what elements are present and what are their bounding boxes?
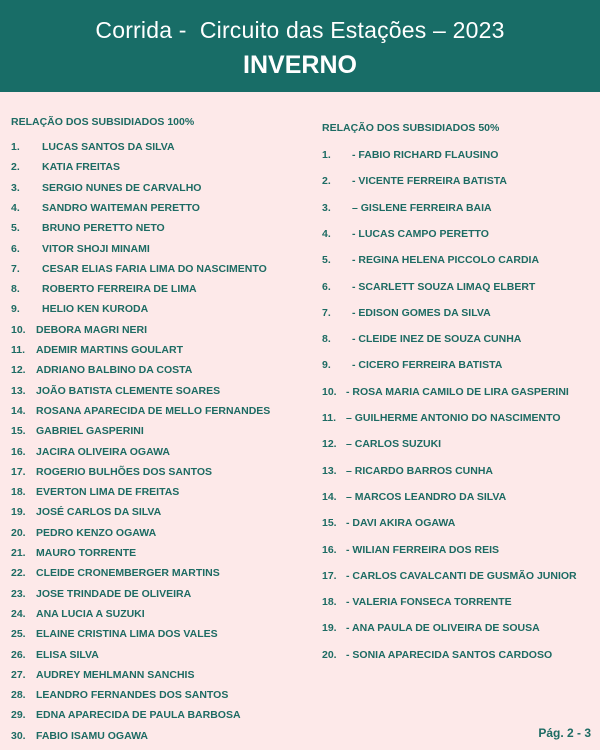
item-number: 14. bbox=[322, 490, 337, 503]
item-name: JACIRA OLIVEIRA OGAWA bbox=[36, 445, 170, 458]
item-number: 20. bbox=[322, 648, 337, 661]
item-name: FABIO ISAMU OGAWA bbox=[36, 729, 149, 742]
item-number: 12. bbox=[322, 438, 337, 451]
item-name: - FABIO RICHARD FLAUSINO bbox=[352, 149, 499, 161]
item-number: 22. bbox=[11, 567, 26, 580]
item-number: 16. bbox=[322, 543, 337, 556]
item-number: 18. bbox=[11, 486, 26, 499]
item-name: JOÃO BATISTA CLEMENTE SOARES bbox=[36, 384, 221, 397]
item-number: 19. bbox=[11, 506, 26, 519]
item-number: 7. bbox=[322, 306, 331, 319]
item-number: 13. bbox=[11, 384, 26, 397]
item-name: – MARCOS LEANDRO DA SILVA bbox=[346, 490, 507, 503]
item-number: 11. bbox=[322, 412, 337, 424]
item-number: 18. bbox=[322, 596, 337, 609]
item-number: 5. bbox=[11, 222, 20, 235]
item-name: - DAVI AKIRA OGAWA bbox=[346, 517, 456, 530]
item-name: ELAINE CRISTINA LIMA DOS VALES bbox=[36, 628, 218, 641]
item-number: 23. bbox=[11, 587, 26, 600]
item-name: KATIA FREITAS bbox=[42, 161, 120, 174]
item-number: 3. bbox=[11, 181, 20, 194]
item-name: EVERTON LIMA DE FREITAS bbox=[36, 486, 180, 499]
item-number: 15. bbox=[322, 517, 337, 530]
item-number: 19. bbox=[322, 622, 337, 635]
item-name: CESAR ELIAS FARIA LIMA DO NASCIMENTO bbox=[42, 262, 267, 275]
item-name: AUDREY MEHLMANN SANCHIS bbox=[36, 668, 195, 681]
item-number: 13. bbox=[322, 464, 337, 477]
item-name: EDNA APARECIDA DE PAULA BARBOSA bbox=[36, 709, 241, 722]
item-name: ADRIANO BALBINO DA COSTA bbox=[36, 364, 193, 377]
item-number: 30. bbox=[11, 729, 26, 742]
item-name: - VALERIA FONSECA TORRENTE bbox=[346, 596, 512, 609]
item-number: 10. bbox=[11, 323, 26, 336]
item-number: 10. bbox=[322, 385, 337, 398]
item-name: VITOR SHOJI MINAMI bbox=[42, 242, 150, 255]
item-number: 14. bbox=[11, 404, 26, 417]
item-name: - CLEIDE INEZ DE SOUZA CUNHA bbox=[352, 333, 522, 346]
item-name: - ANA PAULA DE OLIVEIRA DE SOUSA bbox=[346, 622, 540, 635]
item-name: - VICENTE FERREIRA BATISTA bbox=[352, 175, 507, 188]
item-number: 8. bbox=[322, 333, 331, 346]
item-number: 9. bbox=[11, 303, 20, 316]
item-name: - WILIAN FERREIRA DOS REIS bbox=[346, 543, 500, 556]
item-name: - REGINA HELENA PICCOLO CARDIA bbox=[352, 254, 540, 267]
item-number: 17. bbox=[322, 569, 337, 582]
item-name: ADEMIR MARTINS GOULART bbox=[36, 344, 183, 356]
item-name: - EDISON GOMES DA SILVA bbox=[352, 306, 491, 319]
item-name: – GISLENE FERREIRA BAIA bbox=[352, 201, 492, 214]
item-number: 4. bbox=[11, 201, 20, 214]
item-number: 17. bbox=[11, 465, 26, 478]
item-number: 5. bbox=[322, 254, 331, 267]
item-number: 6. bbox=[322, 280, 331, 293]
item-number: 26. bbox=[11, 648, 26, 661]
event-title: Corrida - Circuito das Estações – 2023 bbox=[95, 17, 505, 43]
item-name: - ROSA MARIA CAMILO DE LIRA GASPERINI bbox=[346, 385, 569, 398]
item-name: - CARLOS CAVALCANTI DE GUSMÃO JUNIOR bbox=[346, 569, 577, 582]
item-name: LEANDRO FERNANDES DOS SANTOS bbox=[36, 689, 229, 702]
item-number: 16. bbox=[11, 445, 26, 458]
item-number: 28. bbox=[11, 689, 26, 702]
item-name: - LUCAS CAMPO PERETTO bbox=[352, 227, 489, 240]
item-name: ELISA SILVA bbox=[36, 648, 99, 661]
page-number: Pág. 2 - 3 bbox=[538, 726, 591, 740]
item-name: ROBERTO FERREIRA DE LIMA bbox=[42, 283, 197, 296]
item-number: 2. bbox=[11, 161, 20, 174]
left-column-title: RELAÇÃO DOS SUBSIDIADOS 100% bbox=[11, 116, 195, 128]
item-name: GABRIEL GASPERINI bbox=[36, 425, 144, 438]
right-column-title: RELAÇÃO DOS SUBSIDIADOS 50% bbox=[322, 122, 500, 134]
item-name: JOSE TRINDADE DE OLIVEIRA bbox=[36, 587, 192, 600]
item-name: - CICERO FERREIRA BATISTA bbox=[352, 359, 503, 372]
item-name: JOSÉ CARLOS DA SILVA bbox=[36, 506, 162, 519]
item-number: 9. bbox=[322, 359, 331, 372]
item-name: SANDRO WAITEMAN PERETTO bbox=[42, 201, 200, 214]
item-number: 3. bbox=[322, 201, 331, 214]
header-banner bbox=[0, 0, 600, 92]
item-name: – RICARDO BARROS CUNHA bbox=[346, 464, 494, 477]
item-number: 21. bbox=[11, 547, 26, 559]
item-number: 25. bbox=[11, 628, 26, 641]
item-name: CLEIDE CRONEMBERGER MARTINS bbox=[36, 567, 220, 580]
item-number: 20. bbox=[11, 526, 26, 539]
item-number: 24. bbox=[11, 607, 26, 620]
item-number: 12. bbox=[11, 364, 26, 377]
item-name: MAURO TORRENTE bbox=[36, 547, 137, 559]
item-name: PEDRO KENZO OGAWA bbox=[36, 526, 157, 539]
item-number: 1. bbox=[11, 141, 20, 153]
item-number: 2. bbox=[322, 175, 331, 188]
item-number: 11. bbox=[11, 344, 26, 356]
item-name: ROGERIO BULHÕES DOS SANTOS bbox=[36, 465, 212, 478]
item-name: - SONIA APARECIDA SANTOS CARDOSO bbox=[346, 648, 553, 661]
item-name: SERGIO NUNES DE CARVALHO bbox=[42, 181, 202, 194]
item-name: ROSANA APARECIDA DE MELLO FERNANDES bbox=[36, 404, 271, 417]
item-number: 29. bbox=[11, 709, 26, 722]
item-number: 27. bbox=[11, 668, 26, 681]
item-name: – CARLOS SUZUKI bbox=[346, 438, 442, 451]
item-name: DEBORA MAGRI NERI bbox=[36, 323, 148, 336]
item-number: 7. bbox=[11, 262, 20, 275]
item-number: 4. bbox=[322, 227, 331, 240]
item-name: LUCAS SANTOS DA SILVA bbox=[42, 141, 175, 153]
item-number: 1. bbox=[322, 149, 331, 161]
season-title: INVERNO bbox=[243, 51, 357, 79]
item-number: 15. bbox=[11, 425, 26, 438]
item-name: HELIO KEN KURODA bbox=[42, 303, 149, 316]
item-name: - SCARLETT SOUZA LIMAQ ELBERT bbox=[352, 280, 536, 293]
item-number: 8. bbox=[11, 283, 20, 296]
item-name: ANA LUCIA A SUZUKI bbox=[36, 607, 145, 620]
item-name: BRUNO PERETTO NETO bbox=[42, 222, 165, 235]
item-number: 6. bbox=[11, 242, 20, 255]
item-name: – GUILHERME ANTONIO DO NASCIMENTO bbox=[346, 412, 561, 424]
